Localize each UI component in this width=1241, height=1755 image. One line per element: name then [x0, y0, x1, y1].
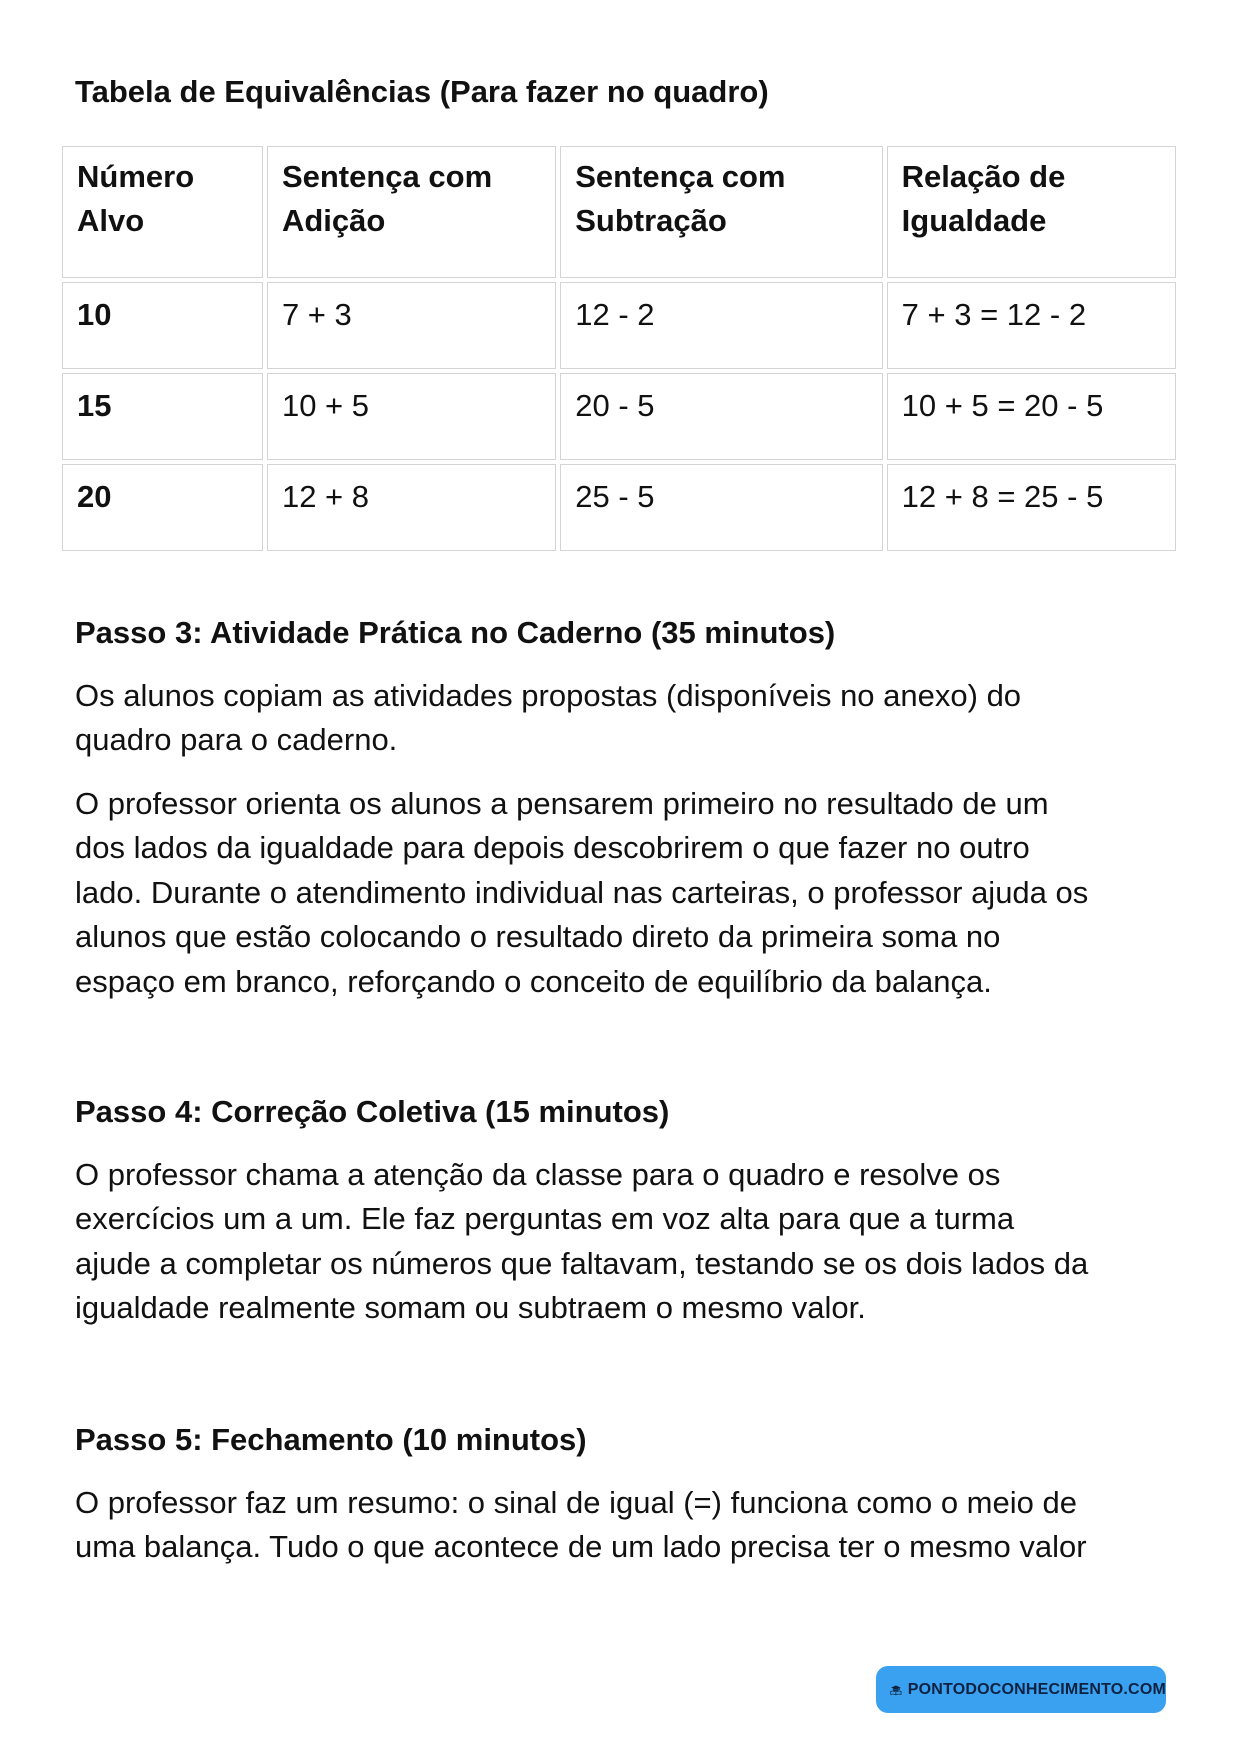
table-cell: 7 + 3 = 12 - 2 [887, 282, 1176, 369]
header-cell: Sentença com Adição [267, 146, 556, 278]
graduation-book-icon [890, 1675, 902, 1705]
table-cell: 12 - 2 [560, 282, 882, 369]
header-cell: Sentença com Subtração [560, 146, 882, 278]
passo3-paragraph-1: Os alunos copiam as atividades propostas (disponíveis no anexo) do quadro para o caderno. [75, 678, 1022, 758]
table-cell: 25 - 5 [560, 464, 882, 551]
header-cell: Número Alvo [62, 146, 263, 278]
table-row [62, 373, 1176, 460]
passo3-paragraph-2: O professor orienta os alunos a pensarem primeiro no resultado de um dos lados da igualdade para depois descobrirem o que fazer no outro lado. Durante o atendimento individual nas carteiras, o professor ajuda os alunos que estão colocando o resultado direto da primeira soma no espaço em branco, reforçando o conceito de equilíbrio da balança. [75, 786, 1089, 999]
table-cell: 7 + 3 [267, 282, 556, 369]
passo5-paragraph: O professor faz um resumo: o sinal de igual (=) funciona como o meio de uma balança. Tudo o que acontece de um lado precisa ter o mesmo valor [75, 1485, 1087, 1565]
passo4-heading: Passo 4: Correção Coletiva (15 minutos) [75, 1094, 670, 1129]
table-cell: 10 + 5 [267, 373, 556, 460]
table-cell: 12 + 8 = 25 - 5 [887, 464, 1176, 551]
passo4-paragraph: O professor chama a atenção da classe para o quadro e resolve os exercícios um a um. Ele faz perguntas em voz alta para que a turma ajude a completar os números que faltavam, testando se os dois lados da igualdade realmente somam ou subtraem o mesmo valor. [75, 1157, 1089, 1326]
equivalence-table [58, 142, 1180, 555]
footer-brand-text: PONTODOCONHECIMENTO.COM [907, 1680, 1166, 1698]
header-cell: Relação de Igualdade [887, 146, 1176, 278]
table-cell: 10 + 5 = 20 - 5 [887, 373, 1176, 460]
table-row [62, 464, 1176, 551]
table-cell: 20 - 5 [560, 373, 882, 460]
table-row [62, 282, 1176, 369]
passo3-heading: Passo 3: Atividade Prática no Caderno (35 minutos) [75, 615, 836, 650]
table-cell: 15 [62, 373, 263, 460]
table-title: Tabela de Equivalências (Para fazer no quadro) [75, 74, 769, 109]
table-cell: 12 + 8 [267, 464, 556, 551]
table-header-row [62, 146, 1176, 278]
table-cell: 20 [62, 464, 263, 551]
passo5-heading: Passo 5: Fechamento (10 minutos) [75, 1422, 587, 1457]
footer-brand-badge[interactable] [876, 1666, 1166, 1713]
table-cell: 10 [62, 282, 263, 369]
